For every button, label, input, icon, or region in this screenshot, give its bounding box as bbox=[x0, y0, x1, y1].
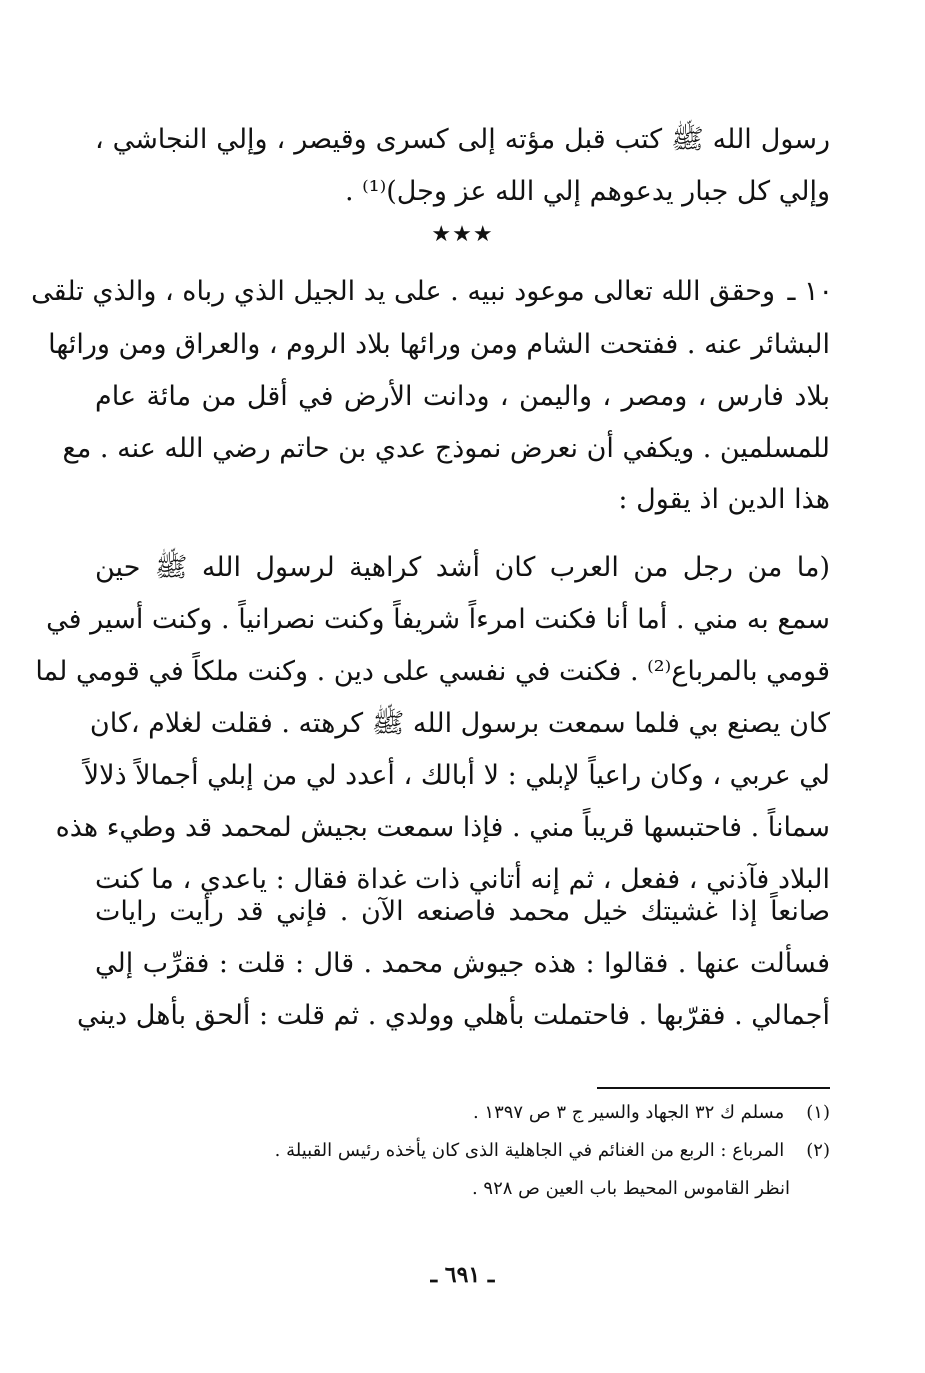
footnote-text: مسلم ك ٣٢ الجهاد والسير ج ٣ ص ١٣٩٧ . bbox=[472, 1102, 785, 1123]
footnote bbox=[95, 1136, 830, 1166]
footnote-number: (١) bbox=[806, 1102, 830, 1123]
text-line: كان يصنع بي فلما سمعت برسول الله ﷺ كرهته . فقلت لغلام ،كان bbox=[89, 708, 830, 739]
text-line: للمسلمين . ويكفي أن نعرض نموذج عدي بن حاتم رضي الله عنه . مع bbox=[62, 433, 830, 464]
text-line: هذا الدين اذ يقول : bbox=[618, 484, 830, 515]
text-line: وإلي كل جبار يدعوهم إلي الله عز وجل)⁽¹⁾ . bbox=[344, 176, 830, 207]
text-line: رسول الله ﷺ كتب قبل مؤته إلى كسرى وقيصر ، وإلي النجاشي ، bbox=[95, 124, 830, 155]
text-line: سمع به مني . أما أنا فكنت امرءاً شريفاً وكنت نصرانياً . وكنت أسير في bbox=[46, 604, 830, 635]
text-line: لي عربي ، وكان راعياً لإبلي : لا أبالك ، أعدد لي من إبلي أجمالاً ذلالاً bbox=[83, 760, 830, 791]
text-line: أجمالي . فقرّبها . فاحتملت بأهلي وولدي . ثم قلت : ألحق بأهل ديني bbox=[76, 1000, 830, 1031]
text-line: فسألت عنها . فقالوا : هذه جيوش محمد . قال : قلت : فقرِّب إلي bbox=[95, 948, 830, 979]
text-line: قومي بالمرباع⁽²⁾ . فكنت في نفسي على دين . وكنت ملكاً في قومي لما bbox=[35, 656, 830, 687]
text-line: صانعاً إذا غشيتك خيل محمد فاصنعه الآن . فإني قد رأيت رايات bbox=[95, 896, 830, 927]
text-line: بلاد فارس ، ومصر ، واليمن ، ودانت الأرض في أقل من مائة عام bbox=[95, 381, 830, 412]
text-line: البلاد فآذني ، ففعل ، ثم إنه أتاني ذات غداة فقال : ياعدي ، ما كنت bbox=[95, 864, 830, 895]
text-line: سماناً . فاحتبسها قريباً مني . فإذا سمعت بجيش لمحمد قد وطيء هذه bbox=[55, 812, 830, 843]
footnote-rule bbox=[597, 1087, 830, 1089]
section-separator: ★★★ bbox=[431, 222, 494, 247]
footnote bbox=[95, 1098, 830, 1128]
text-line: وحقق الله تعالى موعود نبيه . على يد الجيل الذي رباه ، والذي تلقى bbox=[31, 276, 775, 307]
text-line: (ما من رجل من العرب كان أشد كراهية لرسول الله ﷺ حين bbox=[95, 552, 830, 583]
text-line: البشائر عنه . ففتحت الشام ومن ورائها بلاد الروم ، والعراق ومن ورائها bbox=[48, 329, 830, 360]
item-number: ١٠ ـ bbox=[787, 276, 833, 307]
footnote-number: (٢) bbox=[806, 1140, 830, 1161]
page-number: ـ ٦٩١ ـ bbox=[430, 1262, 495, 1288]
footnote-text: المرباع : الربع من الغنائم في الجاهلية الذى كان يأخذه رئيس القبيلة . bbox=[274, 1140, 785, 1161]
footnote-continuation: انظر القاموس المحيط باب العين ص ٩٢٨ . bbox=[471, 1178, 790, 1199]
